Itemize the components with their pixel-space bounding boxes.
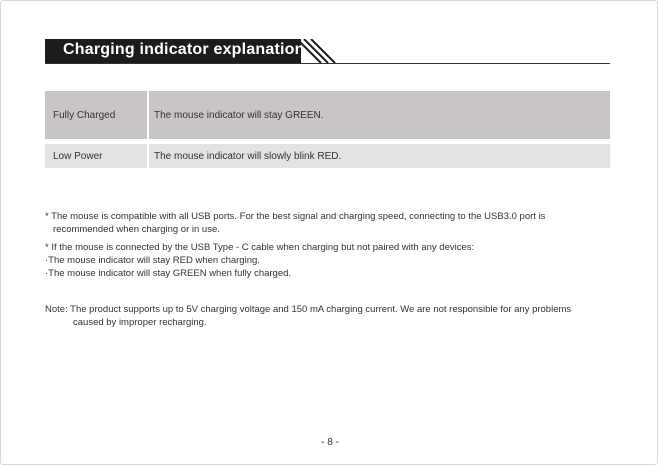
page-number: - 8 - [321, 437, 339, 448]
table-row [45, 91, 610, 139]
note-typec-line2: ·The mouse indicator will stay RED when charging. [45, 255, 260, 266]
table-row [45, 144, 610, 168]
header-rule [45, 63, 610, 64]
note-voltage-line2: caused by improper recharging. [73, 317, 207, 328]
note-typec-line3: ·The mouse indicator will stay GREEN when fully charged. [45, 268, 292, 279]
note-voltage-line1: Note: The product supports up to 5V charging voltage and 150 mA charging current. We are not responsible for any problems [45, 304, 572, 315]
section-header [45, 39, 610, 67]
section-title: Charging indicator explanation [63, 41, 305, 58]
notes-section [45, 210, 615, 329]
status-cell: Low Power [45, 144, 147, 168]
note-typec-line1: * If the mouse is connected by the USB Type - C cable when charging but not paired with any devices: [45, 242, 475, 253]
header-stripes-decoration [295, 39, 345, 64]
status-cell: Fully Charged [45, 91, 147, 139]
header-bar [45, 39, 305, 63]
note-compat-line2: recommended when charging or in use. [53, 224, 220, 235]
note-compat-line1: * The mouse is compatible with all USB ports. For the best signal and charging speed, connecting to the USB3.0 port is [45, 211, 546, 222]
description-cell: The mouse indicator will slowly blink RED. [149, 144, 610, 168]
description-cell: The mouse indicator will stay GREEN. [149, 91, 610, 139]
